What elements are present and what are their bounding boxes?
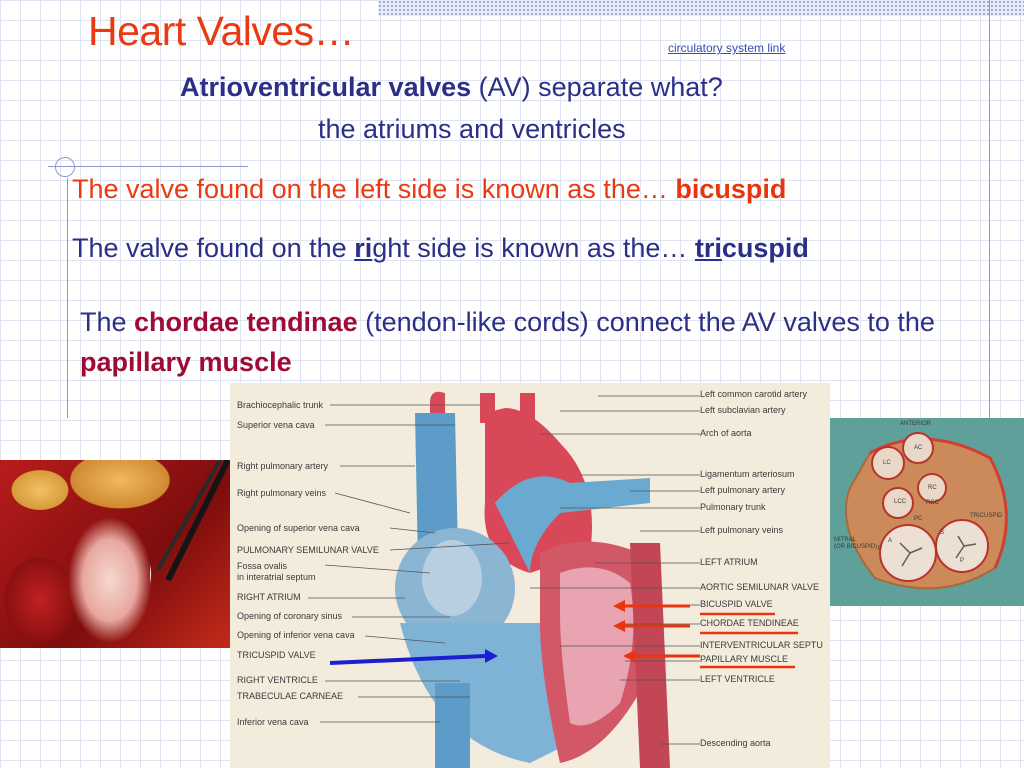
decorative-vertical-line (67, 178, 68, 418)
diagram-label-left: Brachiocephalic trunk (237, 400, 324, 410)
valve-photo-label: P (878, 546, 883, 552)
diagram-label-right: LEFT ATRIUM (700, 557, 758, 567)
diagram-label-left: Opening of superior vena cava (237, 523, 360, 533)
diagram-label-right: Left pulmonary veins (700, 525, 784, 535)
valve-photo-label: AC (914, 445, 923, 451)
chordae-mid: (tendon-like cords) connect the AV valves to the (357, 307, 935, 337)
chordae-pre: The (80, 307, 135, 337)
valve-photo-label: RC (928, 485, 937, 491)
chordae-line (80, 302, 1000, 382)
diagram-label-right: Descending aorta (700, 738, 771, 748)
left-valve-line (72, 174, 786, 205)
decorative-horizontal-line (48, 166, 248, 167)
circulatory-system-link[interactable]: circulatory system link (668, 41, 786, 55)
diagram-label-left: in interatrial septum (237, 572, 316, 582)
valve-surgical-photo (0, 460, 230, 648)
valve-photo-label: ANTERIOR (900, 421, 932, 427)
diagram-label-right: Ligamentum arteriosum (700, 469, 795, 479)
decorative-dotted-band (378, 0, 1024, 16)
diagram-label-right: Left subclavian artery (700, 405, 786, 415)
av-answer-line: the atriums and ventricles (318, 114, 626, 144)
valve-photo-label: RCC (926, 500, 939, 506)
right-valve-post: ght side is known as the… (372, 233, 695, 263)
valve-photo-label: (OR BICUSPID) (834, 544, 878, 550)
av-question-rest: (AV) separate what? (471, 72, 723, 102)
valve-photo-label: P (960, 558, 965, 564)
diagram-label-left: RIGHT ATRIUM (237, 592, 301, 602)
valve-photo-label: MITRAL (834, 537, 857, 543)
diagram-label-right: Left pulmonary artery (700, 485, 786, 495)
diagram-label-left: Fossa ovalis (237, 561, 288, 571)
valve-cross-section-photo (830, 418, 1024, 606)
diagram-label-left: Inferior vena cava (237, 717, 309, 727)
left-valve-text: The valve found on the left side is known as the… (72, 174, 676, 204)
av-question-line (180, 72, 723, 103)
heart-anatomy-diagram (230, 383, 830, 768)
valve-photo-label: LCC (894, 499, 907, 505)
diagram-label-left: RIGHT VENTRICLE (237, 675, 318, 685)
diagram-label-right: Arch of aorta (700, 428, 752, 438)
diagram-label-left: TRABECULAE CARNEAE (237, 691, 344, 701)
av-valves-term: Atrioventricular valves (180, 72, 472, 102)
diagram-label-left: Opening of inferior vena cava (237, 630, 355, 640)
diagram-label-left: Right pulmonary artery (237, 461, 329, 471)
valve-photo-label: TRICUSPID (970, 513, 1003, 519)
slide-title: Heart Valves… (88, 8, 355, 54)
diagram-label-right: AORTIC SEMILUNAR VALVE (700, 582, 820, 592)
diagram-label-left: Right pulmonary veins (237, 488, 327, 498)
diagram-label-right: LEFT VENTRICLE (700, 674, 775, 684)
diagram-label-right: CHORDAE TENDINEAE (700, 618, 799, 628)
papillary-muscle-term: papillary muscle (80, 347, 292, 377)
diagram-label-left: TRICUSPID VALVE (237, 650, 316, 660)
valve-photo-label: PC (914, 516, 923, 522)
bicuspid-answer: bicuspid (675, 174, 787, 204)
diagram-label-right: INTERVENTRICULAR SEPTU (700, 640, 823, 650)
diagram-label-right: Left common carotid artery (700, 389, 808, 399)
valve-photo-label: LC (883, 460, 891, 466)
right-valve-pre: The valve found on the (72, 233, 355, 263)
diagram-label-right: Pulmonary trunk (700, 502, 766, 512)
diagram-label-right: PAPILLARY MUSCLE (700, 654, 789, 664)
chordae-tendinae-term: chordae tendinae (134, 307, 358, 337)
right-ri-emphasis: ri (354, 233, 373, 263)
valve-photo-label: A (888, 538, 893, 544)
diagram-label-left: Opening of coronary sinus (237, 611, 343, 621)
diagram-label-left: PULMONARY SEMILUNAR VALVE (237, 545, 379, 555)
diagram-label-right: BICUSPID VALVE (700, 599, 773, 609)
valve-photo-label: S (940, 530, 945, 536)
forceps-graphic (150, 460, 230, 648)
tri-emphasis: tri (694, 233, 722, 263)
tricuspid-answer-rest: cuspid (721, 233, 809, 263)
diagram-label-left: Superior vena cava (237, 420, 315, 430)
right-valve-line (72, 233, 809, 264)
heart-illustration (230, 383, 830, 768)
